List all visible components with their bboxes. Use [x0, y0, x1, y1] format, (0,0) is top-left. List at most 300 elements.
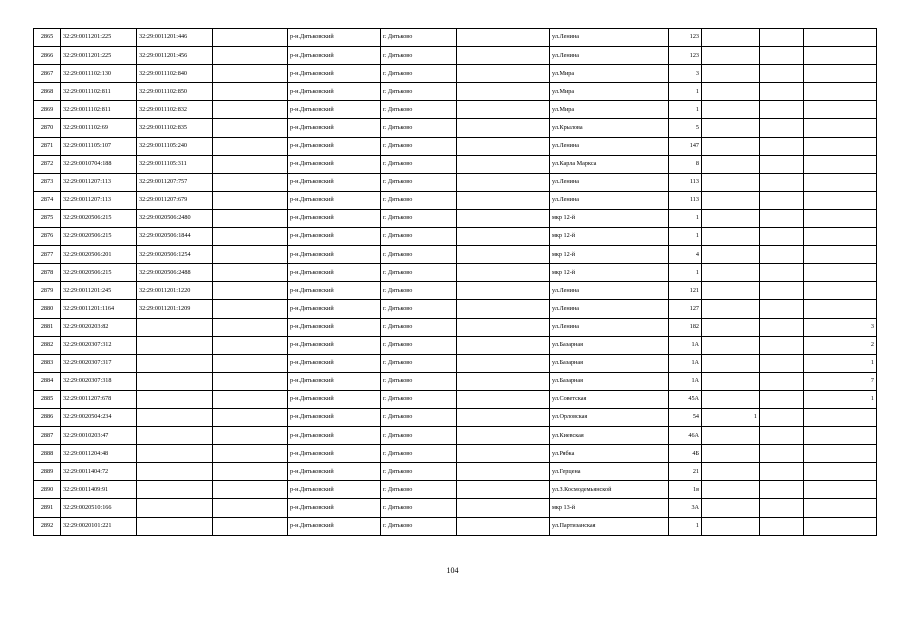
cell-street: ул.Карла Маркса — [550, 155, 669, 173]
cell-row-number: 2866 — [34, 47, 61, 65]
cell-cadastral-number-2: 32:29:0011102:850 — [137, 83, 213, 101]
cell-street: ул.Базарная — [550, 354, 669, 372]
cell-district: р-н.Дятьковский — [288, 390, 381, 408]
table-row — [34, 137, 877, 155]
cell-extra-1 — [702, 119, 760, 137]
cell-empty — [213, 173, 288, 191]
cell-row-number: 2865 — [34, 29, 61, 47]
cell-empty — [457, 209, 550, 227]
cell-cadastral-number: 32:29:0020504:234 — [61, 408, 137, 426]
cell-empty — [457, 517, 550, 535]
cell-empty — [457, 65, 550, 83]
cell-cadastral-number-2 — [137, 354, 213, 372]
cell-row-number: 2870 — [34, 119, 61, 137]
cell-empty — [457, 318, 550, 336]
cell-empty — [213, 463, 288, 481]
cell-extra-1 — [702, 155, 760, 173]
cell-house: 54 — [669, 408, 702, 426]
cell-extra-1 — [702, 101, 760, 119]
cell-cadastral-number-2: 32:29:0011201:1220 — [137, 282, 213, 300]
cell-district: р-н.Дятьковский — [288, 228, 381, 246]
cell-cadastral-number-2: 32:29:0011102:832 — [137, 101, 213, 119]
cell-empty — [457, 427, 550, 445]
cell-street: ул.Базарная — [550, 336, 669, 354]
cell-extra-3: 1 — [804, 354, 877, 372]
cell-house: 121 — [669, 282, 702, 300]
cell-extra-3 — [804, 264, 877, 282]
cell-extra-1 — [702, 264, 760, 282]
cell-row-number: 2884 — [34, 372, 61, 390]
cell-empty — [457, 119, 550, 137]
cell-house: 127 — [669, 300, 702, 318]
cell-district: р-н.Дятьковский — [288, 137, 381, 155]
cell-empty — [457, 29, 550, 47]
cell-empty — [457, 481, 550, 499]
cell-extra-3 — [804, 29, 877, 47]
cell-empty — [457, 282, 550, 300]
cell-extra-3 — [804, 65, 877, 83]
cell-cadastral-number: 32:29:0020307:317 — [61, 354, 137, 372]
cell-street: ул.Ленина — [550, 300, 669, 318]
cell-cadastral-number-2: 32:29:0011105:311 — [137, 155, 213, 173]
cell-row-number: 2888 — [34, 445, 61, 463]
cell-district: р-н.Дятьковский — [288, 173, 381, 191]
cell-house: 1А — [669, 354, 702, 372]
cell-city: г. Дятьково — [381, 65, 457, 83]
cell-empty — [213, 83, 288, 101]
cell-extra-1 — [702, 137, 760, 155]
cell-cadastral-number: 32:29:0020510:166 — [61, 499, 137, 517]
table-row — [34, 47, 877, 65]
cell-cadastral-number: 32:29:0011201:245 — [61, 282, 137, 300]
cell-street: ул.Ленина — [550, 282, 669, 300]
cell-row-number: 2874 — [34, 191, 61, 209]
cell-empty — [213, 228, 288, 246]
table-row — [34, 191, 877, 209]
cell-empty — [457, 499, 550, 517]
cell-extra-2 — [760, 83, 804, 101]
cell-city: г. Дятьково — [381, 29, 457, 47]
cell-cadastral-number-2: 32:29:0011207:757 — [137, 173, 213, 191]
cell-district: р-н.Дятьковский — [288, 318, 381, 336]
cell-district: р-н.Дятьковский — [288, 408, 381, 426]
cell-row-number: 2879 — [34, 282, 61, 300]
cell-house: 1 — [669, 209, 702, 227]
cell-extra-3 — [804, 300, 877, 318]
cell-extra-2 — [760, 354, 804, 372]
cell-extra-1 — [702, 246, 760, 264]
registry-rows — [34, 29, 877, 536]
cell-street: ул.З.Космодемьянской — [550, 481, 669, 499]
cell-district: р-н.Дятьковский — [288, 83, 381, 101]
cell-cadastral-number: 32:29:0020506:215 — [61, 209, 137, 227]
cell-city: г. Дятьково — [381, 300, 457, 318]
cell-cadastral-number-2 — [137, 318, 213, 336]
cell-row-number: 2880 — [34, 300, 61, 318]
cell-city: г. Дятьково — [381, 318, 457, 336]
cell-house: 123 — [669, 47, 702, 65]
cell-street: ул.Рябка — [550, 445, 669, 463]
cell-extra-3: 2 — [804, 336, 877, 354]
cell-empty — [457, 101, 550, 119]
cell-street: ул.Советская — [550, 390, 669, 408]
cell-extra-1 — [702, 29, 760, 47]
cell-cadastral-number: 32:29:0011102:811 — [61, 101, 137, 119]
cell-house: 1 — [669, 83, 702, 101]
cell-cadastral-number-2: 32:29:0011105:240 — [137, 137, 213, 155]
cell-city: г. Дятьково — [381, 408, 457, 426]
cell-house: 8 — [669, 155, 702, 173]
cell-extra-1 — [702, 282, 760, 300]
registry-table — [33, 28, 877, 536]
cell-cadastral-number-2: 32:29:0020506:1844 — [137, 228, 213, 246]
cell-extra-2 — [760, 47, 804, 65]
cell-house: 5 — [669, 119, 702, 137]
cell-empty — [213, 408, 288, 426]
cell-house: 113 — [669, 173, 702, 191]
cell-empty — [213, 517, 288, 535]
cell-cadastral-number: 32:29:0011207:113 — [61, 191, 137, 209]
cell-house: 3 — [669, 65, 702, 83]
cell-cadastral-number-2: 32:29:0011102:840 — [137, 65, 213, 83]
cell-house: 147 — [669, 137, 702, 155]
cell-cadastral-number-2: 32:29:0011201:446 — [137, 29, 213, 47]
cell-house: 1в — [669, 481, 702, 499]
cell-district: р-н.Дятьковский — [288, 427, 381, 445]
table-row — [34, 173, 877, 191]
cell-row-number: 2885 — [34, 390, 61, 408]
cell-street: мкр 13-й — [550, 499, 669, 517]
cell-extra-2 — [760, 499, 804, 517]
cell-district: р-н.Дятьковский — [288, 246, 381, 264]
cell-house: 46А — [669, 427, 702, 445]
cell-house: 1 — [669, 517, 702, 535]
table-row — [34, 264, 877, 282]
table-row — [34, 372, 877, 390]
cell-row-number: 2875 — [34, 209, 61, 227]
cell-street: ул.Ленина — [550, 191, 669, 209]
cell-empty — [457, 246, 550, 264]
cell-city: г. Дятьково — [381, 481, 457, 499]
cell-extra-3 — [804, 481, 877, 499]
cell-empty — [457, 336, 550, 354]
cell-district: р-н.Дятьковский — [288, 517, 381, 535]
cell-extra-3 — [804, 445, 877, 463]
cell-street: мкр 12-й — [550, 264, 669, 282]
cell-extra-3 — [804, 155, 877, 173]
cell-row-number: 2867 — [34, 65, 61, 83]
cell-street: мкр 12-й — [550, 228, 669, 246]
cell-street: ул.Партизанская — [550, 517, 669, 535]
cell-extra-2 — [760, 372, 804, 390]
table-row — [34, 481, 877, 499]
cell-street: ул.Киевская — [550, 427, 669, 445]
cell-empty — [213, 47, 288, 65]
cell-cadastral-number: 32:29:0011201:1164 — [61, 300, 137, 318]
cell-extra-1 — [702, 209, 760, 227]
cell-row-number: 2889 — [34, 463, 61, 481]
cell-cadastral-number: 32:29:0011102:69 — [61, 119, 137, 137]
cell-extra-3: 7 — [804, 372, 877, 390]
cell-house: 3А — [669, 499, 702, 517]
cell-extra-3 — [804, 463, 877, 481]
cell-cadastral-number-2 — [137, 445, 213, 463]
cell-extra-3 — [804, 119, 877, 137]
cell-empty — [213, 300, 288, 318]
table-row — [34, 282, 877, 300]
cell-city: г. Дятьково — [381, 463, 457, 481]
table-row — [34, 445, 877, 463]
cell-extra-3 — [804, 408, 877, 426]
cell-extra-1 — [702, 173, 760, 191]
cell-extra-3 — [804, 246, 877, 264]
cell-cadastral-number-2: 32:29:0011201:456 — [137, 47, 213, 65]
cell-house: 45А — [669, 390, 702, 408]
cell-district: р-н.Дятьковский — [288, 101, 381, 119]
table-row — [34, 83, 877, 101]
cell-extra-2 — [760, 264, 804, 282]
cell-cadastral-number: 32:29:0011204:48 — [61, 445, 137, 463]
table-row — [34, 228, 877, 246]
cell-empty — [457, 173, 550, 191]
table-row — [34, 65, 877, 83]
cell-row-number: 2882 — [34, 336, 61, 354]
cell-extra-2 — [760, 390, 804, 408]
cell-district: р-н.Дятьковский — [288, 155, 381, 173]
cell-city: г. Дятьково — [381, 137, 457, 155]
cell-city: г. Дятьково — [381, 264, 457, 282]
cell-house: 1А — [669, 372, 702, 390]
cell-extra-2 — [760, 427, 804, 445]
cell-empty — [457, 83, 550, 101]
cell-extra-1 — [702, 372, 760, 390]
cell-empty — [457, 264, 550, 282]
cell-house: 1 — [669, 264, 702, 282]
cell-extra-2 — [760, 517, 804, 535]
cell-district: р-н.Дятьковский — [288, 209, 381, 227]
cell-street: мкр 12-й — [550, 246, 669, 264]
table-row — [34, 427, 877, 445]
cell-district: р-н.Дятьковский — [288, 481, 381, 499]
cell-street: ул.Ленина — [550, 137, 669, 155]
cell-house: 1А — [669, 336, 702, 354]
cell-extra-2 — [760, 228, 804, 246]
table-row — [34, 336, 877, 354]
cell-cadastral-number: 32:29:0011105:107 — [61, 137, 137, 155]
cell-house: 182 — [669, 318, 702, 336]
cell-district: р-н.Дятьковский — [288, 463, 381, 481]
cell-cadastral-number-2 — [137, 336, 213, 354]
cell-street: ул.Ленина — [550, 29, 669, 47]
cell-row-number: 2886 — [34, 408, 61, 426]
cell-row-number: 2873 — [34, 173, 61, 191]
cell-extra-2 — [760, 173, 804, 191]
cell-empty — [457, 354, 550, 372]
cell-extra-1 — [702, 83, 760, 101]
cell-empty — [213, 336, 288, 354]
cell-street: ул.Ленина — [550, 318, 669, 336]
cell-extra-2 — [760, 119, 804, 137]
cell-extra-1 — [702, 481, 760, 499]
cell-street: ул.Мира — [550, 101, 669, 119]
cell-empty — [213, 390, 288, 408]
cell-empty — [213, 101, 288, 119]
table-row — [34, 101, 877, 119]
cell-extra-3 — [804, 83, 877, 101]
cell-empty — [213, 264, 288, 282]
cell-extra-3 — [804, 228, 877, 246]
cell-city: г. Дятьково — [381, 119, 457, 137]
cell-city: г. Дятьково — [381, 101, 457, 119]
cell-city: г. Дятьково — [381, 246, 457, 264]
cell-empty — [457, 137, 550, 155]
cell-cadastral-number-2 — [137, 427, 213, 445]
cell-extra-2 — [760, 191, 804, 209]
cell-district: р-н.Дятьковский — [288, 372, 381, 390]
registry-sheet — [33, 28, 876, 536]
cell-row-number: 2878 — [34, 264, 61, 282]
cell-row-number: 2871 — [34, 137, 61, 155]
cell-cadastral-number-2: 32:29:0011102:835 — [137, 119, 213, 137]
cell-cadastral-number: 32:29:0010203:47 — [61, 427, 137, 445]
cell-empty — [213, 427, 288, 445]
table-row — [34, 246, 877, 264]
cell-extra-3 — [804, 517, 877, 535]
cell-extra-2 — [760, 408, 804, 426]
cell-street: ул.Герцена — [550, 463, 669, 481]
cell-empty — [213, 445, 288, 463]
cell-empty — [213, 119, 288, 137]
table-row — [34, 155, 877, 173]
cell-extra-2 — [760, 209, 804, 227]
cell-extra-1 — [702, 318, 760, 336]
cell-empty — [213, 246, 288, 264]
cell-house: 4Б — [669, 445, 702, 463]
cell-empty — [213, 209, 288, 227]
cell-cadastral-number-2: 32:29:0011201:1209 — [137, 300, 213, 318]
cell-extra-1 — [702, 517, 760, 535]
cell-row-number: 2887 — [34, 427, 61, 445]
cell-cadastral-number: 32:29:0011102:130 — [61, 65, 137, 83]
cell-city: г. Дятьково — [381, 372, 457, 390]
cell-empty — [213, 29, 288, 47]
cell-city: г. Дятьково — [381, 282, 457, 300]
cell-extra-1 — [702, 65, 760, 83]
cell-extra-2 — [760, 155, 804, 173]
cell-street: ул.Базарная — [550, 372, 669, 390]
cell-extra-3 — [804, 209, 877, 227]
cell-cadastral-number: 32:29:0020101:221 — [61, 517, 137, 535]
cell-empty — [213, 65, 288, 83]
cell-extra-3: 3 — [804, 318, 877, 336]
cell-street: мкр 12-й — [550, 209, 669, 227]
cell-extra-3 — [804, 47, 877, 65]
cell-empty — [457, 47, 550, 65]
cell-extra-1 — [702, 427, 760, 445]
cell-empty — [213, 191, 288, 209]
cell-city: г. Дятьково — [381, 427, 457, 445]
cell-extra-3 — [804, 427, 877, 445]
table-row — [34, 300, 877, 318]
cell-extra-2 — [760, 65, 804, 83]
cell-house: 113 — [669, 191, 702, 209]
table-row — [34, 209, 877, 227]
cell-street: ул.Мира — [550, 65, 669, 83]
cell-street: ул.Крылова — [550, 119, 669, 137]
cell-city: г. Дятьково — [381, 47, 457, 65]
cell-district: р-н.Дятьковский — [288, 354, 381, 372]
table-row — [34, 318, 877, 336]
cell-extra-2 — [760, 282, 804, 300]
page-number: 104 — [446, 566, 459, 575]
cell-empty — [213, 354, 288, 372]
cell-cadastral-number-2 — [137, 481, 213, 499]
cell-row-number: 2872 — [34, 155, 61, 173]
cell-empty — [457, 463, 550, 481]
cell-extra-1 — [702, 300, 760, 318]
cell-row-number: 2883 — [34, 354, 61, 372]
cell-district: р-н.Дятьковский — [288, 300, 381, 318]
cell-city: г. Дятьково — [381, 445, 457, 463]
cell-extra-2 — [760, 463, 804, 481]
cell-district: р-н.Дятьковский — [288, 29, 381, 47]
cell-cadastral-number-2 — [137, 463, 213, 481]
cell-city: г. Дятьково — [381, 83, 457, 101]
cell-extra-1 — [702, 499, 760, 517]
table-row — [34, 390, 877, 408]
table-row — [34, 517, 877, 535]
cell-row-number: 2892 — [34, 517, 61, 535]
cell-house: 21 — [669, 463, 702, 481]
cell-city: г. Дятьково — [381, 354, 457, 372]
cell-empty — [457, 228, 550, 246]
cell-row-number: 2890 — [34, 481, 61, 499]
cell-district: р-н.Дятьковский — [288, 336, 381, 354]
cell-cadastral-number-2: 32:29:0020506:2480 — [137, 209, 213, 227]
cell-empty — [213, 155, 288, 173]
cell-city: г. Дятьково — [381, 191, 457, 209]
cell-cadastral-number: 32:29:0011102:811 — [61, 83, 137, 101]
cell-district: р-н.Дятьковский — [288, 119, 381, 137]
cell-row-number: 2869 — [34, 101, 61, 119]
cell-extra-2 — [760, 318, 804, 336]
cell-extra-1 — [702, 47, 760, 65]
cell-extra-3 — [804, 282, 877, 300]
cell-extra-1 — [702, 445, 760, 463]
cell-empty — [213, 282, 288, 300]
cell-house: 1 — [669, 101, 702, 119]
cell-extra-2 — [760, 481, 804, 499]
cell-extra-2 — [760, 300, 804, 318]
cell-cadastral-number: 32:29:0011207:678 — [61, 390, 137, 408]
cell-empty — [457, 372, 550, 390]
cell-extra-2 — [760, 29, 804, 47]
table-row — [34, 408, 877, 426]
cell-street: ул.Ленина — [550, 47, 669, 65]
cell-extra-3: 1 — [804, 390, 877, 408]
cell-cadastral-number-2: 32:29:0011207:679 — [137, 191, 213, 209]
cell-row-number: 2868 — [34, 83, 61, 101]
cell-extra-1 — [702, 390, 760, 408]
table-row — [34, 499, 877, 517]
cell-street: ул.Мира — [550, 83, 669, 101]
cell-district: р-н.Дятьковский — [288, 65, 381, 83]
cell-city: г. Дятьково — [381, 173, 457, 191]
cell-district: р-н.Дятьковский — [288, 445, 381, 463]
cell-empty — [213, 137, 288, 155]
cell-empty — [457, 390, 550, 408]
cell-row-number: 2876 — [34, 228, 61, 246]
